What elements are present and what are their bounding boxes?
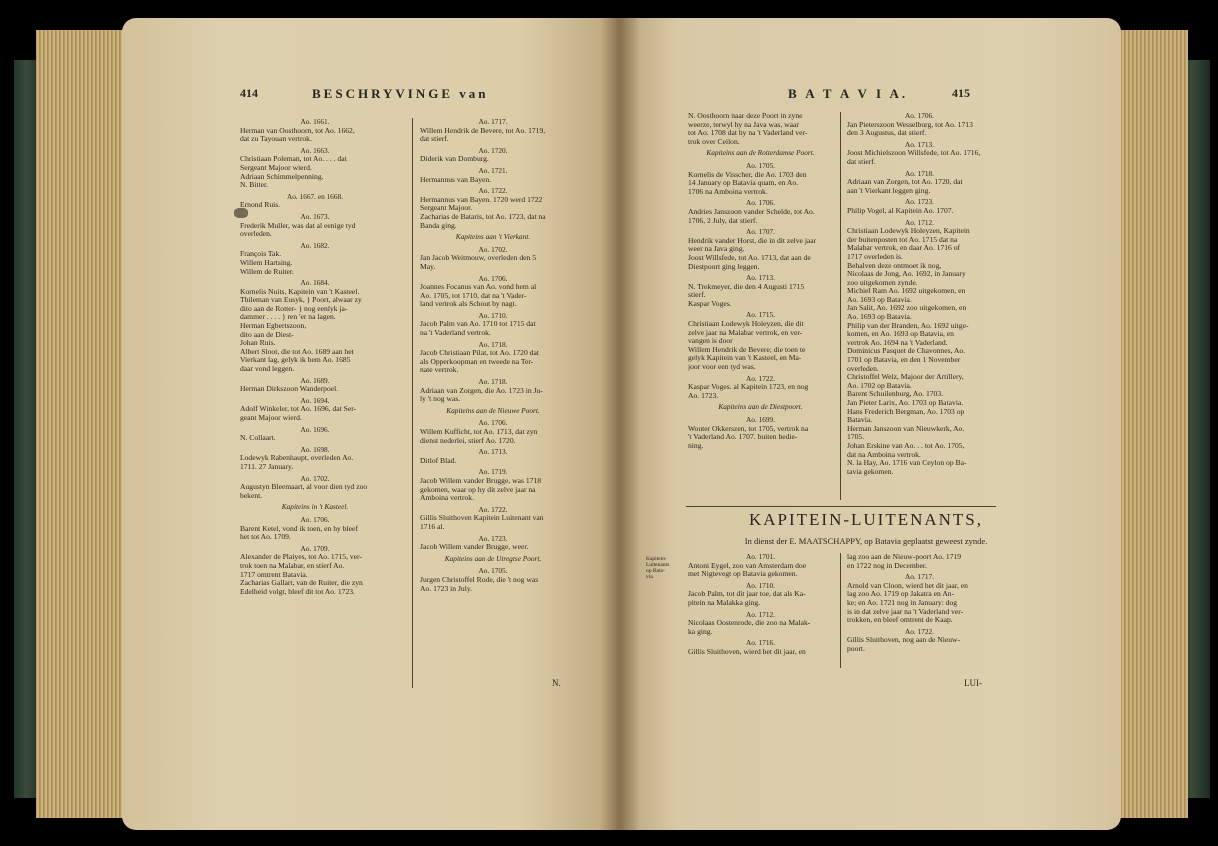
entry-line: Jan Pieterszoon Wesselburg, tot Ao. 1713 xyxy=(847,120,973,129)
entry-year: Ao. 1710. xyxy=(746,580,775,590)
entry xyxy=(688,611,833,637)
entry-line: 't Vaderland Ao. 1707. buiten bedie- xyxy=(688,433,798,442)
entry-line: Vierkant lag, gelyk ik hem Ao. 1685 xyxy=(240,356,351,365)
entry-line: Nicolaas de Jong, Ao. 1692, in January xyxy=(847,270,966,279)
entry-year: Ao. 1667. en 1668. xyxy=(287,191,343,201)
entry xyxy=(688,228,833,271)
running-head: B A T A V I A. xyxy=(788,86,909,101)
entry-line: Amboina vertrok. xyxy=(420,494,474,503)
entry-line: Herman Dirkszoon Wanderpoel. xyxy=(240,385,339,394)
section-subtitle: In dienst der E. MAATSCHAPPY, op Batavia geplaatst geweest zynde. xyxy=(744,536,988,546)
entry-line: Jacob Palm, tot dit jaar toe, dat als Ka- xyxy=(688,590,806,599)
entry-line: dito aan de Rotter- } nog eenlyk ja- xyxy=(240,304,348,313)
entry-line: dienst nederlei, stierf Ao. 1720. xyxy=(420,436,516,445)
entry-year: Ao. 1682. xyxy=(300,240,330,250)
entry-line: 1717 omtrent Batavia. xyxy=(240,570,308,579)
entry-line: Adriaan van Zorgen, tot Ao. 1720, dat xyxy=(847,178,963,187)
entry-line: Kaspar Voges. xyxy=(688,299,732,308)
entry xyxy=(420,167,566,184)
entry-line: Hendrik vander Horst, die in dit zelve jaar xyxy=(688,236,817,245)
section-heading: Kapiteins in 't Kasteel. xyxy=(281,502,349,512)
entry-year: Ao. 1701. xyxy=(746,552,775,561)
catchword: N. xyxy=(552,678,561,688)
entry xyxy=(240,213,390,239)
entry-year: Ao. 1719. xyxy=(478,467,508,477)
entry-year: Ao. 1661. xyxy=(300,117,330,126)
entry-line: Alexander de Plaiyes, tot Ao. 1715, ver- xyxy=(240,553,362,562)
left-column-2 xyxy=(412,118,566,688)
entry-line: tavia gekomen. xyxy=(847,467,894,476)
entry-line: zoo uitgekomen zynde. xyxy=(847,278,918,287)
entry xyxy=(420,147,566,164)
entry-year: Ao. 1717. xyxy=(905,572,934,582)
entry xyxy=(847,573,992,625)
entry-year: Ao. 1713. xyxy=(478,447,508,457)
entry xyxy=(240,118,390,144)
entry-line: Adriaan van Zorgen, die Ao. 1723 in Ju- xyxy=(420,386,543,395)
entry-year: Ao. 1710. xyxy=(478,310,508,320)
entry-line: Adolf Winkeler, tot Ao. 1696, dat Ser- xyxy=(240,405,357,414)
entry-line: ly 't nog was. xyxy=(420,395,461,404)
right-column-1 xyxy=(688,112,833,453)
entry-line: 1711. 27 January. xyxy=(240,462,294,471)
entry-line: het tot Ao. 1709. xyxy=(240,533,291,542)
entry-line: Arnold van Cloon, wierd het dit jaar, en xyxy=(847,581,968,590)
entry-line: Joost Willsfede, tot Ao. 1713, dat aan de xyxy=(688,253,811,262)
page-block-left xyxy=(36,30,131,818)
entry-line: Edelheid volgt, bleef dit tot Ao. 1723. xyxy=(240,587,355,596)
entry-year: Ao. 1702. xyxy=(478,244,508,254)
entry xyxy=(240,446,390,472)
entry-year: Ao. 1707. xyxy=(746,227,775,237)
section-heading: Kapiteins aan de Utregtse Poort. xyxy=(444,553,542,563)
entry-line: pitein na Malakka ging. xyxy=(688,598,761,607)
entry-line: Herman Egbertszoon, xyxy=(240,322,307,331)
entry-line: Jacob Palm van Ao. 1710 tot 1715 dat xyxy=(420,320,536,329)
entry-line: Jacob Willem vander Brugge, was 1718 xyxy=(420,476,542,485)
entry-line: vangen is door xyxy=(688,337,733,346)
entry xyxy=(847,628,992,654)
entry-line: Christiaan Lodewyk Holeyzen, die dit xyxy=(688,320,804,329)
entry xyxy=(847,170,992,196)
entry-line: overleden. xyxy=(240,230,272,239)
entry-year: Ao. 1722. xyxy=(746,373,775,383)
entry-line: Herman van Oosthoorn, tot Ao. 1662, xyxy=(240,126,355,135)
entry-line: geant Majoor wierd. xyxy=(240,414,302,422)
section-title: KAPITEIN-LUITENANTS, xyxy=(748,510,984,529)
entry-line: N. Oosthoorn naar deze Poort in zyne xyxy=(688,112,803,120)
entry-line: Ao. 1693 op Batavia. xyxy=(847,313,912,322)
entry-line: weerze, terwyl hy na Java was, waar xyxy=(688,120,799,129)
entry-line: Joost Michielszoon Willsfede, tot Ao. 1716, xyxy=(847,149,981,158)
entry-line: vertrok Ao. 1694 na 't Vaderland. xyxy=(847,338,948,347)
entry-line: N. Trekmeyer, die den 4 Augusti 1715 xyxy=(688,282,805,291)
entry-line: dat stierf. xyxy=(847,157,876,166)
entry-line: Herman Janszoon van Nieuwkerk, Ao. xyxy=(847,424,965,433)
entry xyxy=(240,397,390,423)
entry-year: Ao. 1718. xyxy=(478,377,508,387)
entry xyxy=(688,112,833,146)
entry-line: Malabar vertrok, en daar Ao. 1716 of xyxy=(847,244,961,253)
entry-line: Sergeant Majoor wierd. xyxy=(240,163,312,172)
entry-line: Antoni Eygel, zoo van Amsterdam doe xyxy=(688,561,807,570)
entry xyxy=(420,448,566,465)
entry-line: N. Collaart. xyxy=(240,434,276,443)
entry xyxy=(420,246,566,272)
entry-year: Ao. 1713. xyxy=(905,139,934,149)
entry-line: 1701 op Batavia, en den 1 November xyxy=(847,356,961,365)
entry-line: en 1722 nog in December. xyxy=(847,561,927,570)
entry-line: trok over Ceilon. xyxy=(688,137,740,146)
entry-year: Ao. 1718. xyxy=(905,168,934,178)
entry-line: dito aan de Diest- xyxy=(240,330,294,339)
entry xyxy=(688,582,833,608)
entry xyxy=(688,162,833,196)
entry-line: Thileman van Eusyk, } Poort, alwaar zy xyxy=(240,296,362,305)
entry-line: Batavia. xyxy=(847,416,873,425)
entry xyxy=(688,199,833,225)
entry-line: Joannes Focanus van Ao. vond hem al xyxy=(420,283,537,292)
entry-line: als Opperkoopman en tweede na Ter- xyxy=(420,357,534,366)
entry-year: Ao. 1722. xyxy=(478,504,508,514)
right-column-2 xyxy=(840,112,992,500)
entry-line: 1717 overleden is. xyxy=(847,252,903,261)
entry-year: Ao. 1702. xyxy=(300,473,330,483)
page-number: 415 xyxy=(952,86,970,100)
entry-line: François Tak. xyxy=(240,250,282,259)
entry xyxy=(688,416,833,450)
entry-line: Gillis Sluithoven, nog aan de Nieuw- xyxy=(847,636,961,645)
left-page xyxy=(122,18,622,830)
entry xyxy=(240,377,390,394)
entry-line: lag zoo Ao. 1719 op Jakatra en An- xyxy=(847,590,955,599)
entry xyxy=(240,426,390,443)
entry xyxy=(420,275,566,309)
entry-year: Ao. 1705. xyxy=(746,160,775,170)
entry-line: Barent Ketel, vond ik toen, en hy bleef xyxy=(240,524,358,533)
entry-year: Ao. 1673. xyxy=(300,211,330,221)
entry-line: Hermannus van Bayen. 1720 werd 1722 xyxy=(420,195,543,204)
entry-line: Dominicus Pasquet de Chavonnes, Ao. xyxy=(847,347,966,356)
entry-line: Zacharias Gallart, van de Ruiter, die zyn xyxy=(240,579,363,588)
entry-line: Gillis Sluithoven, wierd het dit jaar, en xyxy=(688,647,806,656)
entry xyxy=(420,378,566,404)
entry xyxy=(240,475,390,501)
entry-year: Ao. 1706. xyxy=(300,514,330,524)
entry-line: Ditlof Blad. xyxy=(420,456,457,465)
section-heading: Kapiteins aan 't Vierkant. xyxy=(455,232,531,242)
entry-line: Ao. 1705, tot 1710, dat na 't Vader- xyxy=(420,291,527,300)
entry-line: dat na Amboina vertrok. xyxy=(847,450,921,459)
entry-line: Willem Hartsing. xyxy=(240,258,293,267)
entry-line: N. Bitter. xyxy=(240,181,269,190)
entry-line: Kornelis Nuits, Kapitein van 't Kasteel. xyxy=(240,287,360,296)
entry-year: Ao. 1717. xyxy=(478,117,508,126)
entry-line: den 3 Augustus, dat stierf. xyxy=(847,129,927,138)
entry-year: Ao. 1689. xyxy=(300,375,330,385)
entry-line: Jacob Willem vander Brugge, weer. xyxy=(420,543,529,552)
entry-line: dammer . . . . } ren 'er na lagen. xyxy=(240,313,336,322)
section-heading: Kapiteins aan de Nieuwe Poort. xyxy=(446,405,540,415)
entry xyxy=(420,419,566,445)
entry-line: Ao. 1702 op Batavia. xyxy=(847,381,912,390)
entry-year: Ao. 1723. xyxy=(478,533,508,543)
lower-column-1 xyxy=(688,553,833,660)
entry xyxy=(847,553,992,570)
entry-line: gelyk Kapitein van 't Kasteel, en Ma- xyxy=(688,354,802,363)
entry-year: Ao. 1721. xyxy=(478,165,508,175)
marginal-note-line: Kapitein- xyxy=(646,556,667,562)
entry-line: zelve jaar na Malabar vertrok, en ver- xyxy=(688,328,803,337)
entry-year: Ao. 1709. xyxy=(300,543,330,553)
entry-year: Ao. 1722. xyxy=(478,186,508,196)
entry-line: Kaspar Voges. al Kapitein 1723, en nog xyxy=(688,383,809,392)
entry-line: dat stierf. xyxy=(420,135,449,144)
entry-line: Willem Hendrik de Bevere, tot Ao. 1719, xyxy=(420,126,546,135)
entry-line: Kornelis de Visscher, die Ao. 1703 den xyxy=(688,170,807,179)
entry-year: Ao. 1698. xyxy=(300,444,330,454)
entry-line: trok toen na Malabar, en stierf Ao. xyxy=(240,561,345,570)
entry-year: Ao. 1718. xyxy=(478,339,508,349)
entry-year: Ao. 1723. xyxy=(905,197,934,207)
left-column-1 xyxy=(240,118,390,599)
section-heading: Kapiteins aan de Rotterdamse Poort. xyxy=(706,148,815,158)
open-book xyxy=(14,10,1210,838)
entry-line: Behalven deze ontmoet ik nog, xyxy=(847,261,942,270)
entry-line: na 't Vaderland vertrok. xyxy=(420,329,491,338)
entry-line: Ernond Ruis. xyxy=(240,201,281,210)
entry-line: 14 January op Batavia quam, en Ao. xyxy=(688,179,799,188)
entry-line: Philip Vogel, al Kapitein Ao. 1707. xyxy=(847,206,954,215)
entry-line: Diestpoort ging leggen. xyxy=(688,262,760,271)
entry xyxy=(688,375,833,401)
entry-year: Ao. 1696. xyxy=(300,424,330,434)
entry-line: Augustyn Bleemaart, al voor dien tyd zoo xyxy=(240,483,368,492)
entry-year: Ao. 1706. xyxy=(478,273,508,283)
entry-line: stierf. xyxy=(688,291,706,300)
entry xyxy=(420,118,566,144)
entry xyxy=(688,274,833,308)
entry-year: Ao. 1712. xyxy=(746,609,775,619)
entry xyxy=(240,193,390,210)
entry-line: aan 't Vierkant leggen ging. xyxy=(847,186,931,195)
marginal-note-line: via. xyxy=(646,574,655,580)
section-rule xyxy=(686,506,996,507)
entry-year: Ao. 1706. xyxy=(746,198,775,208)
entry-line: bekent. xyxy=(240,491,263,500)
entry xyxy=(240,147,390,190)
entry-line: Christiaan Poleman, tot Ao. . . . dat xyxy=(240,155,347,164)
entry-line: joor voor een tyd was. xyxy=(688,363,756,372)
entry-line: Zacharias de Bataris, tot Ao. 1723, dat na xyxy=(420,212,546,221)
entry-line: weer na Java ging. xyxy=(688,245,745,254)
lower-column-2 xyxy=(840,553,992,668)
entry-line: Wouter Okkerszen, tot 1705, vertrok na xyxy=(688,424,809,433)
entry-line: Christoffel Welz, Majoor der Artillery, xyxy=(847,373,964,382)
entry xyxy=(240,242,390,276)
entry-year: Ao. 1699. xyxy=(746,415,775,424)
entry xyxy=(420,341,566,375)
entry-year: Ao. 1663. xyxy=(300,145,330,155)
entry-year: Ao. 1713. xyxy=(746,273,775,283)
entry xyxy=(420,312,566,338)
section-heading: Kapiteins aan de Diestpoort. xyxy=(718,402,803,412)
entry xyxy=(847,112,992,138)
entry-line: is in dat zelve jaar na 't Vaderland ver- xyxy=(847,607,964,616)
entry xyxy=(240,516,390,542)
entry-year: Ao. 1722. xyxy=(905,626,934,636)
marginal-note-line: op Bata- xyxy=(646,568,665,574)
entry-line: overleden. xyxy=(847,364,879,373)
entry-line: Jurgen Christoffel Rode, die 't nog was xyxy=(420,575,539,584)
entry xyxy=(847,198,992,215)
entry-line: Ao. 1723. xyxy=(688,391,719,400)
entry-line: ke; en Ao. 1721 nog in January: dog xyxy=(847,598,958,607)
entry-year: Ao. 1716. xyxy=(746,638,775,648)
entry-line: N. la Hay, Ao. 1716 van Ceylon op Ba- xyxy=(847,459,967,468)
entry-line: Willem Kufficht, tot Ao. 1713, dat zyn xyxy=(420,428,538,436)
page-number: 414 xyxy=(240,86,258,100)
entry xyxy=(420,468,566,502)
entry xyxy=(420,506,566,532)
entry-line: poort. xyxy=(847,644,865,653)
entry-line: Christiaan Lodewyk Holeyzen, Kapitein xyxy=(847,227,970,236)
entry xyxy=(420,567,566,593)
entry xyxy=(420,187,566,230)
entry-line: 1706, 2 July, dat stierf. xyxy=(688,216,758,225)
entry-line: ka ging. xyxy=(688,627,713,636)
entry xyxy=(240,545,390,597)
entry-line: Johan Ruis. xyxy=(240,339,276,348)
entry-line: Philip van der Branden, Ao. 1692 uitge- xyxy=(847,321,969,330)
entry-line: 1706 na Amboina vertrok. xyxy=(688,187,768,196)
entry-year: Ao. 1715. xyxy=(746,310,775,320)
entry-year: Ao. 1712. xyxy=(905,217,934,227)
catchword: LUI- xyxy=(964,678,982,688)
entry-line: Diderik van Domburg. xyxy=(420,155,489,164)
entry xyxy=(847,219,992,477)
entry-line: dat zu Tayouan vertrok. xyxy=(240,135,312,144)
entry-line: land vertrok als Schout by nagt. xyxy=(420,300,517,309)
entry xyxy=(688,311,833,371)
entry-line: komen, en Ao. 1693 op Batavia, en xyxy=(847,330,954,339)
entry-line: lag zoo aan de Nieuw-poort Ao. 1719 xyxy=(847,553,962,561)
entry-line: tot Ao. 1708 dat hy na 't Vaderland ver- xyxy=(688,129,808,138)
entry-line: Frederik Muller, was dat al eenige tyd xyxy=(240,221,356,230)
entry-line: Michiel Ram Ao. 1692 uitgekomen, en xyxy=(847,287,966,296)
entry xyxy=(420,535,566,552)
entry-line: Albert Sloot, die tot Ao. 1689 aan het xyxy=(240,347,354,356)
entry-line: Johan Erskine van Ao. . . tot Ao. 1705, xyxy=(847,441,965,450)
entry-line: Gillis Sluithoven Kapitein Luitenant van xyxy=(420,514,544,523)
entry-line: Ao. 1693 op Batavia. xyxy=(847,295,912,304)
book-gutter xyxy=(600,18,640,830)
entry-line: 1705. xyxy=(847,433,865,442)
entry-line: Hans Frederich Bergman, Ao. 1703 op xyxy=(847,407,965,416)
entry-year: Ao. 1705. xyxy=(478,566,508,576)
entry-line: May. xyxy=(420,262,436,271)
entry-line: met Nigtevegt op Batavia gekomen. xyxy=(688,570,798,579)
entry-line: der buitenposten tot Ao. 1715 dat na xyxy=(847,235,958,244)
entry xyxy=(240,279,390,374)
entry-line: Hermannus van Bayen. xyxy=(420,175,492,184)
right-page xyxy=(616,18,1121,830)
entry xyxy=(688,639,833,656)
entry-line: Willem Hendrik de Bevere; die toen te xyxy=(688,345,806,354)
running-head: BESCHRYVINGE van xyxy=(312,86,489,101)
entry-year: Ao. 1720. xyxy=(478,145,508,155)
entry-line: Nicolaas Oostenrode, die zoo na Malak- xyxy=(688,619,811,628)
entry-line: Jan Jacob Weitmouw, overleden den 5 xyxy=(420,254,537,263)
entry-line: ning. xyxy=(688,441,704,450)
marginal-note xyxy=(646,556,686,580)
entry-line: nate vertrok. xyxy=(420,366,459,375)
entry-line: Jacob Christiaan Pilat, tot Ao. 1720 dat xyxy=(420,349,539,358)
entry-line: Jan Pieter Larix, Ao. 1703 op Batavia. xyxy=(847,399,964,407)
entry-line: Adriaan Schimmelpenning. xyxy=(240,172,324,181)
entry-line: Lodewyk Rabenhaupt, overleden Ao. xyxy=(240,454,354,463)
entry-line: trokken, en bleef omtrent de Kaap. xyxy=(847,616,953,625)
entry xyxy=(847,141,992,167)
entry-line: daar vond leggen. xyxy=(240,365,295,374)
entry-year: Ao. 1694. xyxy=(300,395,330,405)
entry-year: Ao. 1706. xyxy=(905,111,934,120)
entry-line: Sergeant Majoor. xyxy=(420,204,473,213)
entry xyxy=(688,553,833,579)
entry-line: gekomen, waar op hy dit zelve jaar na xyxy=(420,485,536,494)
entry-line: Ao. 1723 in July. xyxy=(420,584,473,593)
entry-line: Jan Salit, Ao. 1692 zoo uitgekomen, en xyxy=(847,304,967,313)
entry-line: Andries Janszoon vander Schelde, tot Ao. xyxy=(688,207,815,216)
entry-year: Ao. 1706. xyxy=(478,418,508,428)
entry-line: 1716 al. xyxy=(420,522,445,531)
marginal-note-line: Luitenants xyxy=(646,562,670,568)
entry-year: Ao. 1684. xyxy=(300,278,330,288)
entry-line: Banda ging. xyxy=(420,221,457,230)
entry-line: Willem de Ruiter. xyxy=(240,267,294,276)
entry-line: Barent Schuilenburg, Ao. 1703. xyxy=(847,390,944,399)
